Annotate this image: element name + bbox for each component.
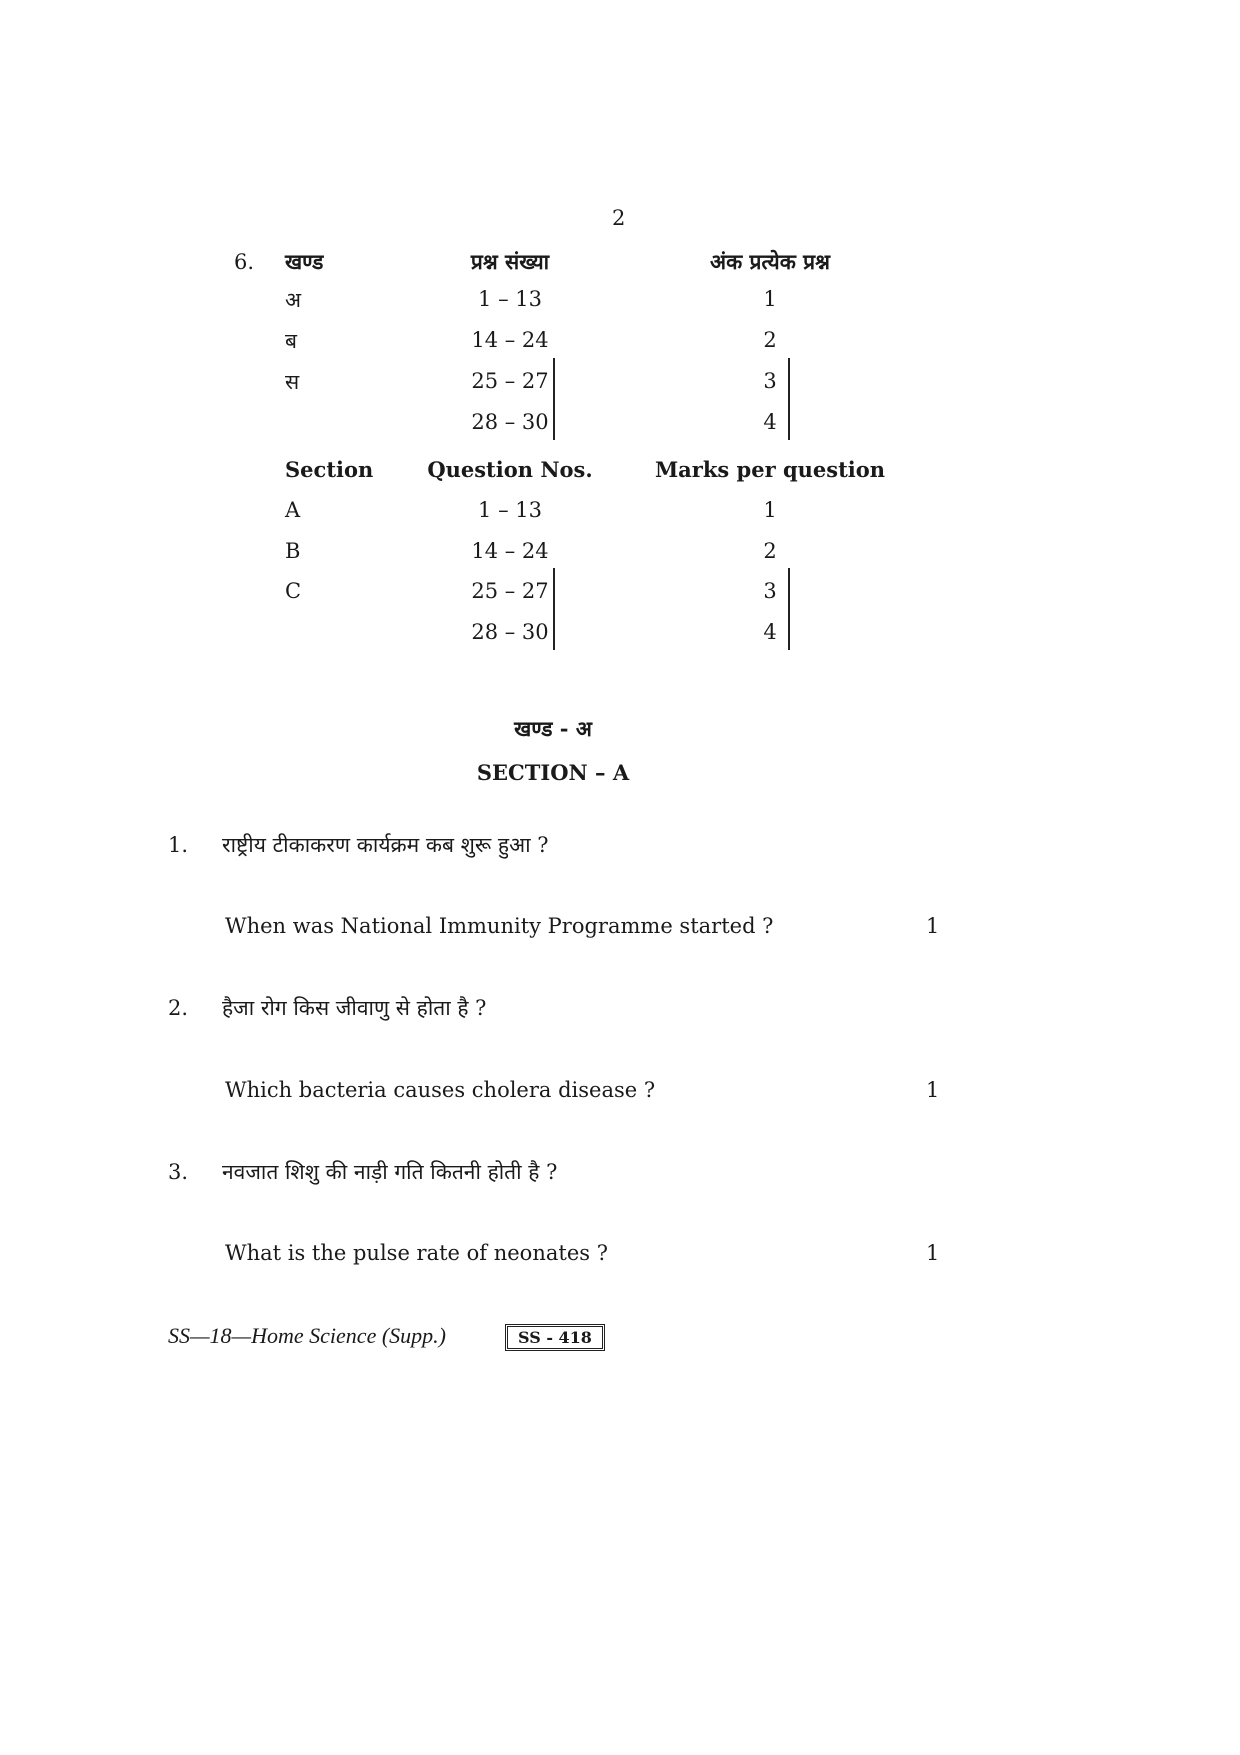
hindi-row-question-nos: 1 – 13: [478, 287, 542, 311]
question-text-english: When was National Immunity Programme started ?: [225, 914, 774, 938]
english-row-marks: 3: [763, 579, 777, 603]
english-row-section: C: [285, 579, 302, 603]
hindi-row-question-nos: 28 – 30: [471, 410, 549, 434]
english-header-question-nos: Question Nos.: [427, 457, 593, 482]
question-text-hindi: राष्ट्रीय टीकाकरण कार्यक्रम कब शुरू हुआ ?: [222, 833, 549, 857]
english-row-marks: 1: [763, 498, 777, 522]
question-text-english: Which bacteria causes cholera disease ?: [225, 1078, 656, 1102]
question-marks: 1: [926, 914, 940, 938]
question-number: 2.: [168, 996, 189, 1020]
paper-code: SS - 418: [507, 1326, 603, 1349]
hindi-row-marks: 3: [763, 369, 777, 393]
hindi-header-question-nos: प्रश्न संख्या: [470, 249, 550, 274]
bracket-line: [788, 568, 790, 650]
english-row-marks: 4: [763, 620, 777, 644]
hindi-row-question-nos: 14 – 24: [471, 328, 549, 352]
paper-title: SS—18—Home Science (Supp.): [168, 1323, 446, 1348]
hindi-row-marks: 2: [763, 328, 777, 352]
hindi-row-marks: 1: [763, 287, 777, 311]
hindi-row-section: अ: [285, 288, 302, 312]
question-text-english: What is the pulse rate of neonates ?: [225, 1241, 608, 1265]
english-row-question-nos: 14 – 24: [471, 539, 549, 563]
english-header-section: Section: [285, 457, 374, 482]
hindi-row-section: ब: [285, 329, 297, 353]
section-title-hindi: खण्ड - अ: [514, 716, 592, 741]
question-number: 3.: [168, 1160, 189, 1184]
bracket-line: [553, 358, 555, 440]
english-row-question-nos: 25 – 27: [471, 579, 549, 603]
question-marks: 1: [926, 1241, 940, 1265]
bracket-line: [788, 358, 790, 440]
english-row-question-nos: 1 – 13: [478, 498, 542, 522]
hindi-header-section: खण्ड: [285, 249, 324, 274]
hindi-header-marks: अंक प्रत्येक प्रश्न: [710, 249, 830, 274]
hindi-row-section: स: [285, 370, 300, 394]
english-row-question-nos: 28 – 30: [471, 620, 549, 644]
question-marks: 1: [926, 1078, 940, 1102]
section-title-english: SECTION – A: [476, 760, 630, 785]
english-row-section: B: [285, 539, 301, 563]
english-row-section: A: [285, 498, 301, 522]
bracket-line: [553, 568, 555, 650]
hindi-row-question-nos: 25 – 27: [471, 369, 549, 393]
question-text-hindi: हैजा रोग किस जीवाणु से होता है ?: [222, 996, 487, 1020]
hindi-row-marks: 4: [763, 410, 777, 434]
page-number: 2: [612, 206, 626, 230]
english-header-marks: Marks per question: [654, 457, 886, 482]
instruction-number: 6.: [234, 250, 255, 274]
question-number: 1.: [168, 833, 189, 857]
english-row-marks: 2: [763, 539, 777, 563]
question-text-hindi: नवजात शिशु की नाड़ी गति कितनी होती है ?: [222, 1160, 558, 1184]
